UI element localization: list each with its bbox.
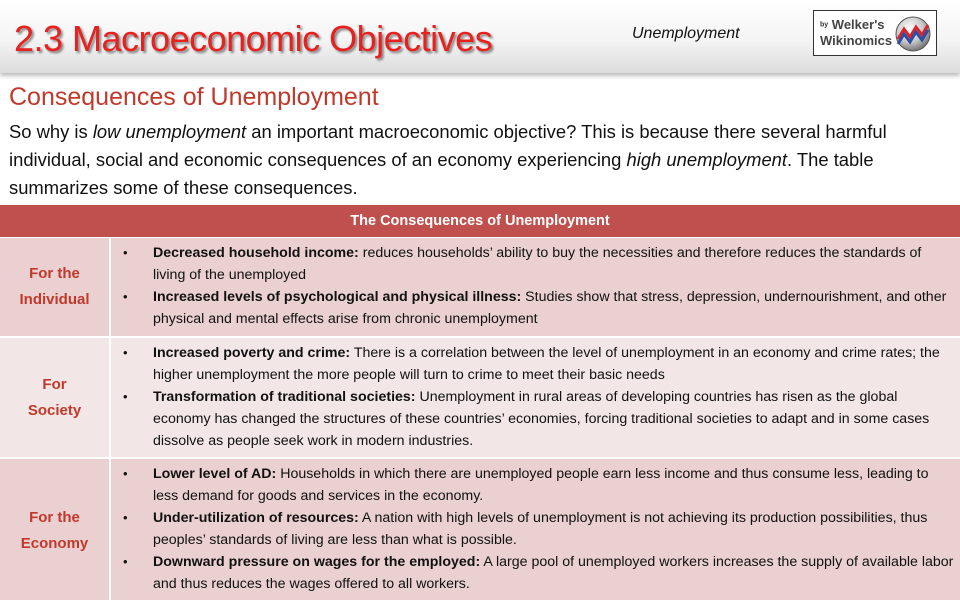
row-content (111, 459, 960, 600)
bullet-text: A large pool of unemployed workers increases the supply of available labor and thus reduces the wages offered to all workers. (153, 554, 954, 592)
bullet-item (123, 342, 954, 386)
bullet-term: Under-utilization of resources: (153, 510, 359, 526)
intro-text: an important macroeconomic objective? This is because there several harmful individual, social and economic consequences of an economy experiencing (9, 121, 887, 170)
logo-welkers: Welker's (831, 16, 885, 32)
bullet-icon: • (123, 510, 128, 525)
bullet-item (123, 242, 954, 286)
intro-emphasis: low unemployment (92, 121, 247, 142)
bullet-term: Increased poverty and crime: (153, 345, 351, 361)
bullet-text: Unemployment in rural areas of developing countries has risen as the global economy has changed the structures of these countries’ economies, forcing traditional societies to adapt and in some cases dissolve as people seek work in modern industries. (153, 389, 930, 449)
row-label-line: Society (27, 401, 82, 419)
bullet-term: Lower level of AD: (153, 466, 277, 482)
topic-label: Unemployment (632, 25, 740, 42)
bullet-text: reduces households’ ability to buy the necessities and therefore reduces the standards of living of the unemployed (153, 245, 922, 283)
bullet-item (123, 463, 954, 507)
table-row (0, 459, 960, 600)
intro-text: So why is (9, 121, 93, 142)
bullet-item (123, 386, 954, 452)
row-label-line: Individual (19, 291, 90, 308)
logo-line1 (820, 17, 892, 34)
wikinomics-globe-icon (894, 15, 932, 53)
slide-title: 2.3 Macroeconomic Objectives (14, 18, 493, 59)
slide-header (0, 0, 960, 73)
intro-emphasis: high unemployment (626, 149, 788, 170)
table-title: The Consequences of Unemployment (0, 205, 960, 238)
row-content (111, 338, 960, 457)
bullet-term: Downward pressure on wages for the employed: (153, 554, 481, 570)
bullet-icon: • (123, 289, 128, 304)
bullet-text: Households in which there are unemployed people earn less income and thus consume less, leading to less demand for goods and services in the economy. (153, 466, 929, 504)
bullet-icon: • (123, 554, 128, 569)
row-label (0, 459, 111, 600)
bullet-term: Decreased household income: (153, 245, 359, 261)
bullet-term: Transformation of traditional societies: (153, 389, 416, 405)
bullet-icon: • (123, 345, 128, 360)
consequences-table (0, 205, 960, 600)
bullet-icon: • (123, 389, 128, 404)
intro-text: . The table summarizes some of these consequences. (9, 149, 874, 198)
row-label-line: Economy (20, 534, 89, 552)
row-label-line: For (42, 375, 67, 393)
bullet-icon: • (123, 245, 128, 260)
bullet-text: There is a correlation between the level of unemployment in an economy and crime rates; the higher unemployment the more people will turn to crime to meet their basic needs (153, 345, 940, 383)
logo-line2: Wikinomics (820, 33, 893, 49)
wikinomics-logo[interactable] (813, 10, 937, 56)
bullet-item (123, 286, 954, 330)
bullet-text: Studies show that stress, depression, undernourishment, and other physical and mental effects arise from chronic unemployment (153, 289, 947, 327)
table-row (0, 338, 960, 459)
bullet-text: A nation with high levels of unemployment is not achieving its production possibilities, thus peoples’ standards of living are less than what is possible. (153, 510, 928, 548)
bullet-item (123, 551, 954, 595)
row-label (0, 338, 111, 457)
bullet-item (123, 507, 954, 551)
logo-text (814, 17, 892, 50)
row-content (111, 238, 960, 336)
row-label (0, 238, 111, 336)
bullet-term: Increased levels of psychological and physical illness: (153, 289, 522, 305)
row-label-line: For the (29, 265, 80, 282)
bullet-icon: • (123, 466, 128, 481)
table-row (0, 238, 960, 338)
row-label-line: For the (29, 508, 80, 526)
section-heading: Consequences of Unemployment (9, 83, 379, 111)
logo-by: by (820, 21, 829, 29)
intro-paragraph (9, 118, 955, 202)
